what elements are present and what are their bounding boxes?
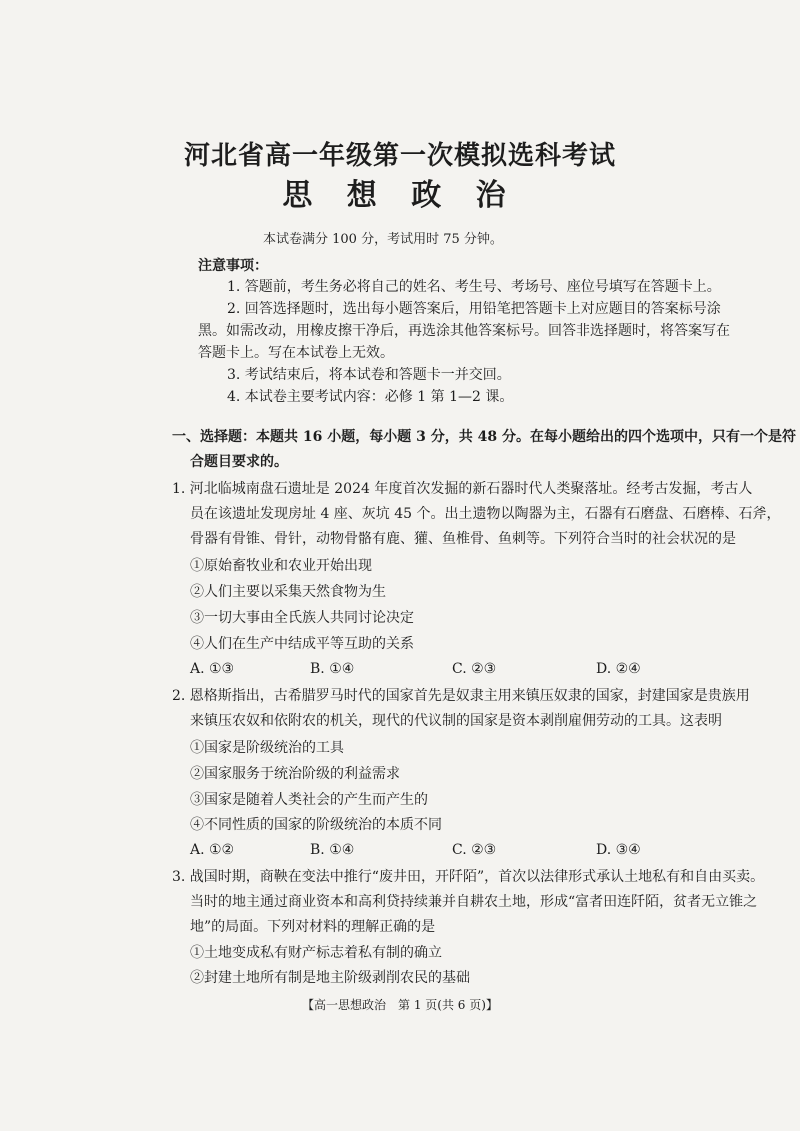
notice-item: 1. 答题前，考生务必将自己的姓名、考生号、考场号、座位号填写在答题卡上。: [227, 279, 721, 295]
exam-info: 本试卷满分 100 分，考试用时 75 分钟。: [263, 232, 503, 247]
notice-item: 4. 本试卷主要考试内容：必修 1 第 1—2 课。: [227, 389, 514, 405]
section-heading-cont: 合题目要求的。: [190, 454, 288, 470]
page-footer: 【高一思想政治 第 1 页(共 6 页)】: [302, 998, 498, 1012]
notice-item: 2. 回答选择题时，选出每小题答案后，用铅笔把答题卡上对应题目的答案标号涂: [227, 301, 721, 317]
notice-heading: 注意事项：: [198, 258, 268, 274]
notice-item: 答题卡上。写在本试卷上无效。: [198, 345, 394, 361]
q2-item: ②国家服务于统治阶级的利益需求: [190, 766, 400, 782]
q1-option-b: B. ①④: [310, 661, 355, 677]
q1-item: ①原始畜牧业和农业开始出现: [190, 558, 372, 574]
q2-item: ①国家是阶级统治的工具: [190, 740, 344, 756]
q1-item: ②人们主要以采集天然食物为生: [190, 584, 386, 600]
q1-stem: 骨器有骨锥、骨针，动物骨骼有鹿、獾、鱼椎骨、鱼刺等。下列符合当时的社会状况的是: [190, 531, 736, 547]
q2-item: ③国家是随着人类社会的产生而产生的: [190, 792, 428, 808]
q2-option-c: C. ②③: [452, 842, 497, 858]
q2-stem: 来镇压农奴和依附农的机关，现代的代议制的国家是资本剥削雇佣劳动的工具。这表明: [190, 713, 722, 729]
q3-stem: 3. 战国时期，商鞅在变法中推行“废井田，开阡陌”，首次以法律形式承认土地私有和自由买卖。: [172, 869, 765, 885]
section-heading: 一、选择题：本题共 16 小题，每小题 3 分，共 48 分。在每小题给出的四个选项中，只有一个是符: [172, 429, 796, 445]
q2-item: ④不同性质的国家的阶级统治的本质不同: [190, 817, 442, 833]
q1-stem: 员在该遗址发现房址 4 座、灰坑 45 个。出土遗物以陶器为主，石器有石磨盘、石磨棒、石斧，: [190, 506, 781, 522]
q1-item: ③一切大事由全氏族人共同讨论决定: [190, 610, 414, 626]
subject-title: 思 想 政 治: [282, 178, 518, 213]
notice-item: 黑。如需改动，用橡皮擦干净后，再选涂其他答案标号。回答非选择题时，将答案写在: [198, 323, 730, 339]
q3-stem: 当时的地主通过商业资本和高利贷持续兼并自耕农土地，形成“富者田连阡陌，贫者无立锥之: [190, 894, 758, 910]
q2-stem: 2. 恩格斯指出，古希腊罗马时代的国家首先是奴隶主用来镇压奴隶的国家，封建国家是贵族用: [172, 688, 750, 704]
q2-option-a: A. ①②: [190, 842, 235, 858]
q3-item: ①土地变成私有财产标志着私有制的确立: [190, 945, 442, 961]
q1-stem: 1. 河北临城南盘石遗址是 2024 年度首次发掘的新石器时代人类聚落址。经考古发掘，考古人: [172, 481, 753, 497]
q3-item: ②封建土地所有制是地主阶级剥削农民的基础: [190, 970, 470, 986]
q2-option-b: B. ①④: [310, 842, 355, 858]
q1-option-d: D. ②④: [596, 661, 641, 677]
notice-item: 3. 考试结束后，将本试卷和答题卡一并交回。: [227, 367, 511, 383]
q1-option-a: A. ①③: [190, 661, 235, 677]
exam-title: 河北省高一年级第一次模拟选科考试: [183, 141, 616, 171]
q3-stem: 地”的局面。下列对材料的理解正确的是: [190, 919, 436, 935]
q2-option-d: D. ③④: [596, 842, 641, 858]
q1-option-c: C. ②③: [452, 661, 497, 677]
q1-item: ④人们在生产中结成平等互助的关系: [190, 636, 414, 652]
